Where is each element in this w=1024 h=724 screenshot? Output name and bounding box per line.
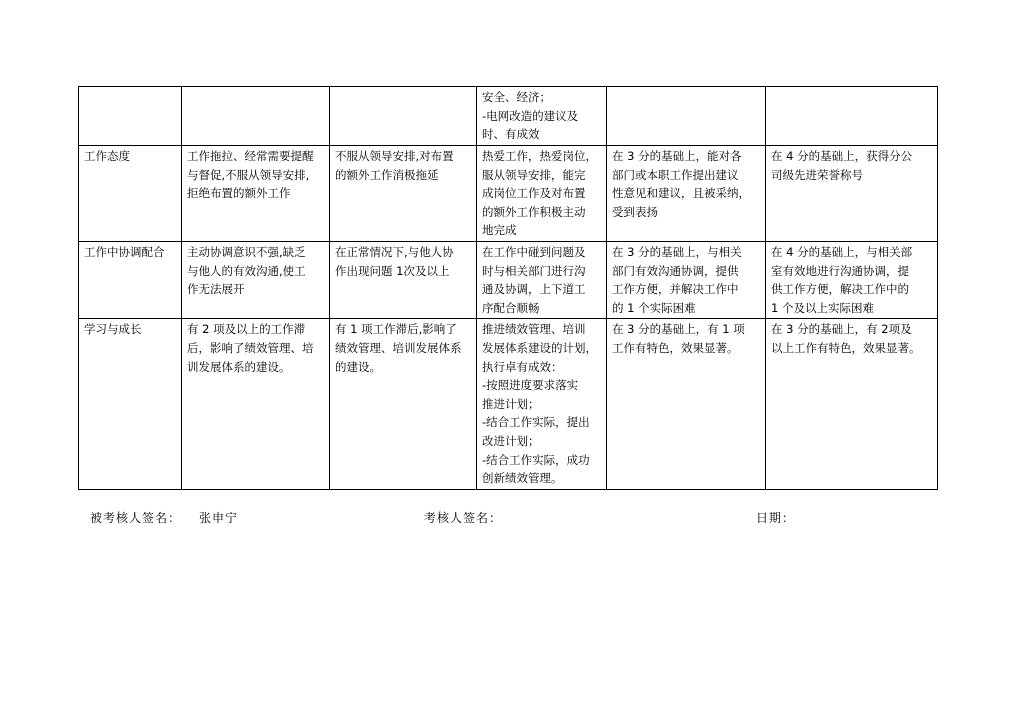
- table-cell: [182, 146, 330, 242]
- cell-text-line: 与他人的有效沟通,使工: [187, 263, 306, 278]
- table-cell: [330, 146, 477, 242]
- cell-text-line: 主动协调意识不强,缺乏: [187, 244, 306, 259]
- cell-text-line: 供工作方便，解决工作中的: [771, 282, 909, 297]
- cell-text-line: 在 4 分的基础上，获得分公: [771, 149, 913, 163]
- cell-text-line: 的 1 个实际困难: [612, 300, 696, 315]
- cell-text-line: 发展体系建设的计划，: [482, 340, 597, 355]
- cell-text-line: 成岗位工作及对布置: [482, 186, 586, 201]
- table-row-learning-growth: [79, 319, 938, 489]
- cell-text-line: 地完成: [482, 223, 517, 238]
- cell-text-line: 室有效地进行沟通协调，提: [771, 263, 909, 278]
- table-cell: [477, 319, 607, 489]
- table-cell: [182, 319, 330, 489]
- table-cell: [79, 87, 182, 146]
- date-label: 日期：: [756, 511, 796, 525]
- table-cell: [766, 319, 938, 489]
- cell-text-line: 时、有成效: [482, 127, 540, 142]
- cell-text-line: 执行卓有成效：: [482, 359, 563, 374]
- cell-text-line: 工作有特色，效果显著。: [612, 340, 739, 355]
- table-cell: [607, 241, 766, 318]
- table-cell: [182, 87, 330, 146]
- cell-text-line: 推进绩效管理、培训: [482, 322, 586, 337]
- cell-text-line: 的额外工作消极拖延: [335, 167, 439, 182]
- item-name-cell: 学习与成长: [79, 319, 182, 489]
- cell-text-line: 与督促,不服从领导安排,: [187, 167, 310, 182]
- cell-text-line: 推进计划；: [482, 396, 540, 411]
- cell-text-line: 有 2 项及以上的工作滞: [187, 322, 306, 337]
- cell-text-line: 部门或本职工作提出建议: [612, 167, 739, 182]
- evaluator-signature-label: 考核人签名：: [424, 511, 503, 525]
- cell-text-line: -按照进度要求落实: [482, 378, 579, 393]
- table-cell: [766, 241, 938, 318]
- evaluatee-signature-label: 被考核人签名：: [90, 511, 182, 525]
- cell-text-line: 服从领导安排，能完: [482, 167, 586, 182]
- cell-text-line: 的额外工作积极主动: [482, 204, 586, 219]
- table-cell: [607, 87, 766, 146]
- item-name-cell: 工作中协调配合: [79, 241, 182, 318]
- cell-text-line: 性意见和建议，且被采纳，: [612, 186, 750, 201]
- table-cell: [182, 241, 330, 318]
- cell-text-line: 拒绝布置的额外工作: [187, 186, 291, 201]
- cell-text-line: 以上工作有特色，效果显著。: [771, 340, 921, 355]
- evaluation-table: [78, 86, 938, 490]
- cell-text-line: -电网改造的建议及: [482, 108, 579, 123]
- cell-text-line: 在 3 分的基础上，有 1 项: [612, 322, 745, 337]
- table-row-work-attitude: [79, 146, 938, 242]
- table-cell: [607, 146, 766, 242]
- table-cell: [330, 241, 477, 318]
- cell-text-line: 在 4 分的基础上，与相关部: [771, 244, 913, 259]
- cell-text-line: -结合工作实际，提出: [482, 415, 590, 430]
- table-cell: [607, 319, 766, 489]
- item-name-cell: 工作态度: [79, 146, 182, 242]
- cell-text-line: 在正常情况下,与他人协: [335, 244, 454, 259]
- cell-text-line: 在 3 分的基础上，能对各: [612, 149, 742, 163]
- table-cell: [766, 146, 938, 242]
- cell-text-line: 司级先进荣誉称号: [771, 167, 863, 182]
- cell-text-line: 部门有效沟通协调，提供: [612, 263, 739, 278]
- cell-text-line: 后，影响了绩效管理、培: [187, 340, 314, 355]
- cell-text-line: 受到表扬: [612, 204, 658, 219]
- cell-text-line: 在 3 分的基础上，与相关: [612, 244, 742, 259]
- cell-text-line: 有 1 项工作滞后,影响了: [335, 322, 457, 337]
- cell-text-line: 安全、经济；: [482, 90, 551, 104]
- table-cell: [477, 87, 607, 146]
- cell-text-line: 训发展体系的建设。: [187, 359, 291, 374]
- cell-text-line: 创新绩效管理。: [482, 471, 563, 486]
- table-cell: [766, 87, 938, 146]
- cell-text-line: 作无法展开: [187, 282, 245, 297]
- cell-text-line: 1 个及以上实际困难: [771, 300, 874, 315]
- table-row-continuation: [79, 87, 938, 146]
- cell-text-line: -结合工作实际，成功: [482, 452, 590, 467]
- table-row-coordination: [79, 241, 938, 318]
- cell-text-line: 序配合顺畅: [482, 300, 540, 315]
- cell-text-line: 在 3 分的基础上，有 2项及: [771, 322, 912, 337]
- cell-text-line: 工作方便，并解决工作中: [612, 282, 739, 297]
- cell-text-line: 绩效管理、培训发展体系: [335, 340, 462, 355]
- cell-text-line: 在工作中碰到问题及: [482, 244, 586, 259]
- cell-text-line: 热爱工作，热爱岗位，: [482, 149, 597, 163]
- cell-text-line: 通及协调，上下道工: [482, 282, 586, 297]
- cell-text-line: 作出现问题 1次及以上: [335, 263, 450, 278]
- table-cell: [330, 319, 477, 489]
- table-cell: [477, 241, 607, 318]
- cell-text-line: 改进计划；: [482, 433, 540, 448]
- evaluatee-name: 张申宁: [199, 511, 239, 525]
- cell-text-line: 不服从领导安排,对布置: [335, 149, 454, 163]
- cell-text-line: 工作拖拉、经常需要提醒: [187, 149, 314, 163]
- cell-text-line: 时与相关部门进行沟: [482, 263, 586, 278]
- table-cell: [477, 146, 607, 242]
- cell-text-line: 的建设。: [335, 359, 381, 374]
- table-cell: [330, 87, 477, 146]
